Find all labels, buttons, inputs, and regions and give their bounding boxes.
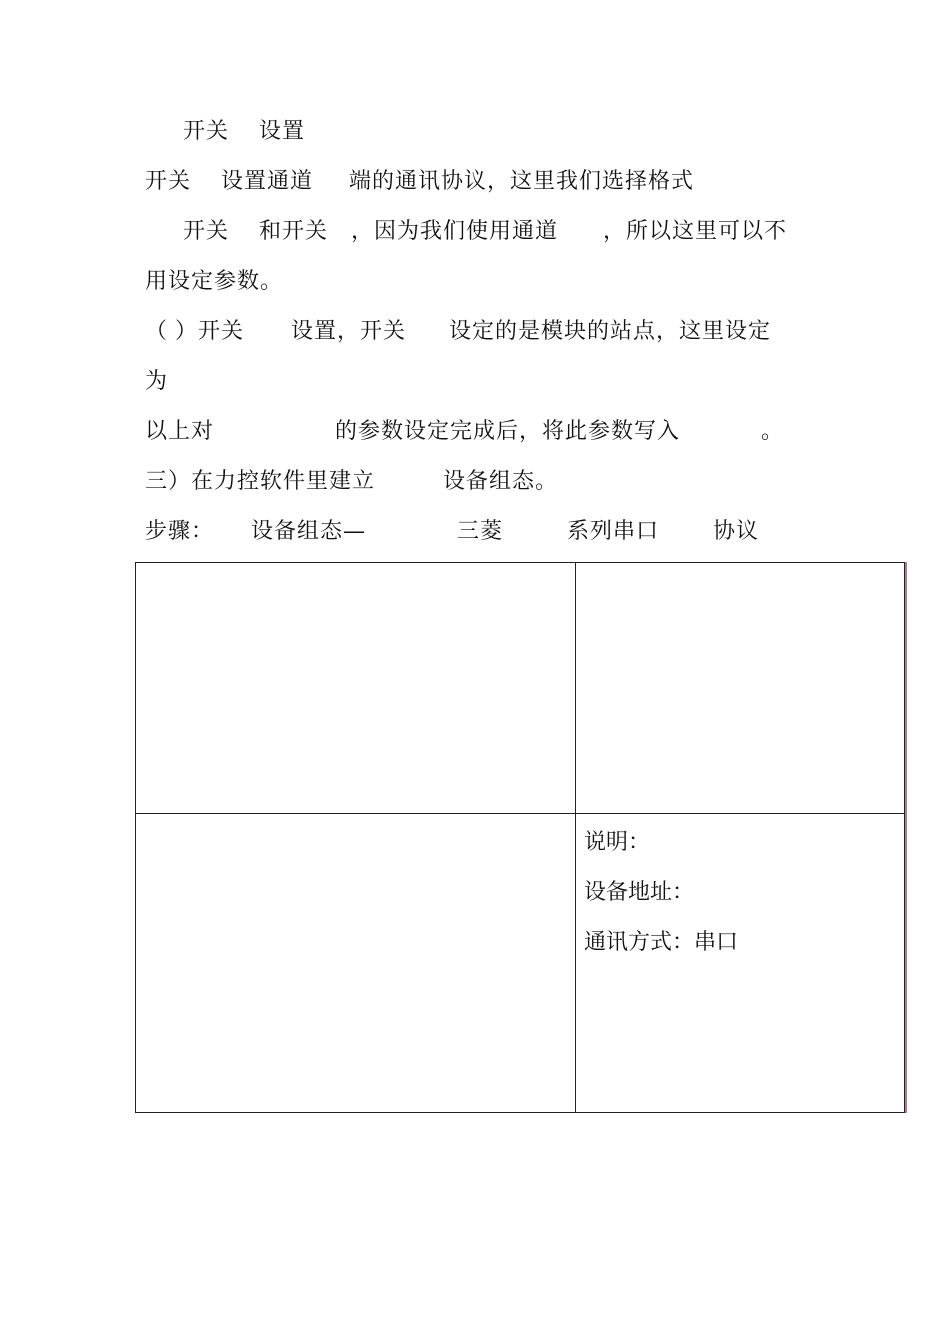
note-title: 说明：: [584, 830, 651, 855]
text-segment: 以上对: [145, 419, 215, 444]
config-table: [135, 562, 905, 1113]
text-segment: 开关: [183, 219, 230, 244]
text-segment: 设备组态—: [251, 519, 367, 544]
table-cell-bottom-left: [136, 814, 575, 1113]
text-segment: ，所以这里可以不: [603, 219, 788, 244]
text-segment: 协议: [713, 519, 760, 544]
text-segment: （: [145, 319, 169, 344]
comm-mode-label: 通讯方式：: [584, 930, 695, 955]
text-segment: ，因为我们使用通道: [351, 219, 559, 244]
text-segment: 系列串口: [567, 519, 660, 544]
text-segment: 步骤：: [145, 519, 215, 544]
text-segment: 设置通道: [221, 169, 314, 194]
text-segment: 为: [145, 369, 169, 394]
text-segment: 设定的是模块的站点，这里设定: [449, 319, 772, 344]
text-segment: 开关: [145, 169, 192, 194]
comm-mode-row: [584, 918, 738, 968]
device-address-label: 设备地址：: [584, 880, 695, 905]
text-segment: 三）在力控软件里建立: [145, 469, 376, 494]
text-segment: 用设定参数。: [145, 269, 284, 294]
text-segment: 设置，开关: [291, 319, 407, 344]
text-segment: 设备组态。: [443, 469, 559, 494]
text-segment: ）开关: [175, 319, 245, 344]
table-cell-top-left: [136, 563, 575, 813]
text-segment: 的参数设定完成后，将此参数写入: [335, 419, 681, 444]
text-segment: 开关: [183, 119, 230, 144]
text-segment: 和开关: [259, 219, 329, 244]
table-cell-top-right: [576, 563, 905, 813]
text-segment: 三菱: [457, 519, 504, 544]
text-segment: 设置: [259, 119, 306, 144]
table-right-border: [905, 562, 907, 1113]
text-segment: 端的通讯协议，这里我们选择格式: [349, 169, 695, 194]
comm-mode-value: 串口: [694, 930, 739, 955]
table-cell-note: [584, 818, 738, 968]
text-segment: 。: [761, 419, 785, 444]
